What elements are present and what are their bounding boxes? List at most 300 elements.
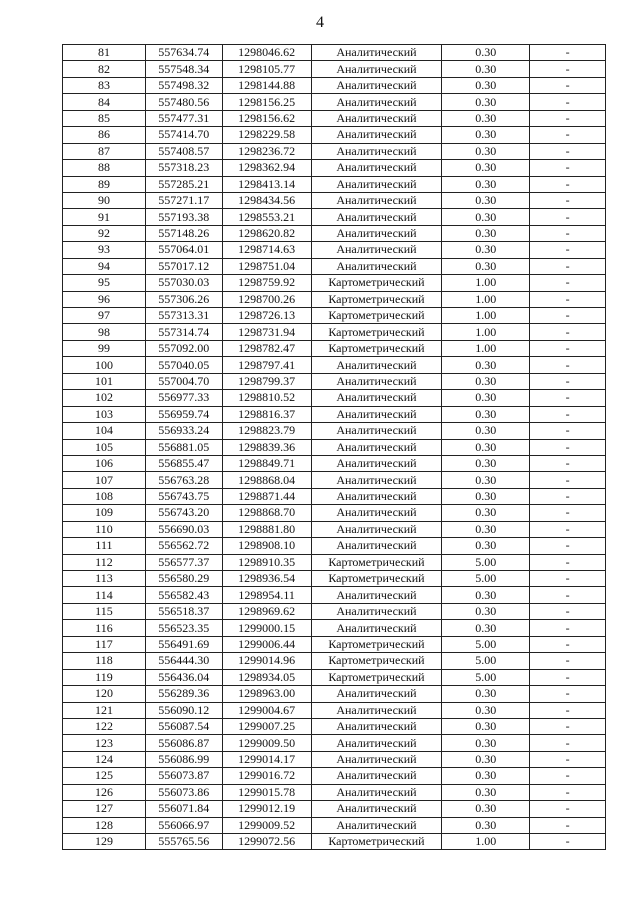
- accuracy-cell: 1.00: [442, 308, 530, 324]
- description-cell: -: [530, 571, 606, 587]
- y-coordinate-cell: 1298969.62: [222, 603, 311, 619]
- accuracy-cell: 0.30: [442, 603, 530, 619]
- y-coordinate-cell: 1298362.94: [222, 160, 311, 176]
- accuracy-cell: 0.30: [442, 505, 530, 521]
- accuracy-cell: 0.30: [442, 587, 530, 603]
- method-cell: Картометрический: [311, 275, 442, 291]
- accuracy-cell: 0.30: [442, 455, 530, 471]
- method-cell: Аналитический: [311, 143, 442, 159]
- point-number-cell: 126: [63, 784, 146, 800]
- accuracy-cell: 0.30: [442, 225, 530, 241]
- point-number-cell: 107: [63, 472, 146, 488]
- point-number-cell: 110: [63, 521, 146, 537]
- point-number-cell: 97: [63, 308, 146, 324]
- x-coordinate-cell: 555765.56: [145, 834, 222, 850]
- accuracy-cell: 0.30: [442, 176, 530, 192]
- point-number-cell: 109: [63, 505, 146, 521]
- description-cell: -: [530, 94, 606, 110]
- accuracy-cell: 1.00: [442, 291, 530, 307]
- x-coordinate-cell: 557030.03: [145, 275, 222, 291]
- table-row: [63, 620, 606, 636]
- method-cell: Картометрический: [311, 324, 442, 340]
- y-coordinate-cell: 1298434.56: [222, 192, 311, 208]
- description-cell: -: [530, 423, 606, 439]
- accuracy-cell: 0.30: [442, 817, 530, 833]
- description-cell: -: [530, 291, 606, 307]
- description-cell: -: [530, 455, 606, 471]
- x-coordinate-cell: 556933.24: [145, 423, 222, 439]
- y-coordinate-cell: 1298936.54: [222, 571, 311, 587]
- y-coordinate-cell: 1298954.11: [222, 587, 311, 603]
- accuracy-cell: 0.30: [442, 768, 530, 784]
- table-row: [63, 423, 606, 439]
- table-row: [63, 686, 606, 702]
- point-number-cell: 100: [63, 357, 146, 373]
- method-cell: Аналитический: [311, 110, 442, 126]
- method-cell: Картометрический: [311, 669, 442, 685]
- x-coordinate-cell: 557498.32: [145, 77, 222, 93]
- y-coordinate-cell: 1298553.21: [222, 209, 311, 225]
- y-coordinate-cell: 1298759.92: [222, 275, 311, 291]
- table-row: [63, 160, 606, 176]
- method-cell: Аналитический: [311, 127, 442, 143]
- table-row: [63, 127, 606, 143]
- point-number-cell: 124: [63, 751, 146, 767]
- table-row: [63, 768, 606, 784]
- method-cell: Аналитический: [311, 801, 442, 817]
- table-row: [63, 735, 606, 751]
- table-row: [63, 603, 606, 619]
- accuracy-cell: 0.30: [442, 735, 530, 751]
- y-coordinate-cell: 1298799.37: [222, 373, 311, 389]
- method-cell: Картометрический: [311, 308, 442, 324]
- x-coordinate-cell: 556580.29: [145, 571, 222, 587]
- accuracy-cell: 0.30: [442, 801, 530, 817]
- description-cell: -: [530, 192, 606, 208]
- y-coordinate-cell: 1298731.94: [222, 324, 311, 340]
- point-number-cell: 98: [63, 324, 146, 340]
- description-cell: -: [530, 390, 606, 406]
- accuracy-cell: 0.30: [442, 784, 530, 800]
- accuracy-cell: 0.30: [442, 192, 530, 208]
- accuracy-cell: 0.30: [442, 45, 530, 61]
- table-row: [63, 751, 606, 767]
- point-number-cell: 92: [63, 225, 146, 241]
- point-number-cell: 93: [63, 242, 146, 258]
- x-coordinate-cell: 556743.20: [145, 505, 222, 521]
- method-cell: Аналитический: [311, 472, 442, 488]
- table-row: [63, 324, 606, 340]
- point-number-cell: 116: [63, 620, 146, 636]
- x-coordinate-cell: 557414.70: [145, 127, 222, 143]
- table-row: [63, 45, 606, 61]
- y-coordinate-cell: 1299004.67: [222, 702, 311, 718]
- point-number-cell: 83: [63, 77, 146, 93]
- accuracy-cell: 0.30: [442, 110, 530, 126]
- table-row: [63, 455, 606, 471]
- accuracy-cell: 0.30: [442, 751, 530, 767]
- x-coordinate-cell: 557480.56: [145, 94, 222, 110]
- x-coordinate-cell: 557477.31: [145, 110, 222, 126]
- y-coordinate-cell: 1298839.36: [222, 439, 311, 455]
- accuracy-cell: 0.30: [442, 61, 530, 77]
- y-coordinate-cell: 1298963.00: [222, 686, 311, 702]
- description-cell: -: [530, 751, 606, 767]
- point-number-cell: 121: [63, 702, 146, 718]
- description-cell: -: [530, 275, 606, 291]
- description-cell: -: [530, 340, 606, 356]
- y-coordinate-cell: 1298849.71: [222, 455, 311, 471]
- description-cell: -: [530, 784, 606, 800]
- method-cell: Аналитический: [311, 439, 442, 455]
- method-cell: Аналитический: [311, 45, 442, 61]
- y-coordinate-cell: 1298156.25: [222, 94, 311, 110]
- y-coordinate-cell: 1298156.62: [222, 110, 311, 126]
- description-cell: -: [530, 61, 606, 77]
- x-coordinate-cell: 557004.70: [145, 373, 222, 389]
- point-number-cell: 81: [63, 45, 146, 61]
- y-coordinate-cell: 1299014.96: [222, 653, 311, 669]
- table-row: [63, 61, 606, 77]
- x-coordinate-cell: 557408.57: [145, 143, 222, 159]
- accuracy-cell: 0.30: [442, 209, 530, 225]
- method-cell: Аналитический: [311, 61, 442, 77]
- table-row: [63, 94, 606, 110]
- method-cell: Аналитический: [311, 192, 442, 208]
- point-number-cell: 128: [63, 817, 146, 833]
- point-number-cell: 87: [63, 143, 146, 159]
- method-cell: Аналитический: [311, 455, 442, 471]
- method-cell: Аналитический: [311, 735, 442, 751]
- description-cell: -: [530, 472, 606, 488]
- x-coordinate-cell: 556562.72: [145, 538, 222, 554]
- x-coordinate-cell: 556577.37: [145, 554, 222, 570]
- point-number-cell: 111: [63, 538, 146, 554]
- x-coordinate-cell: 557148.26: [145, 225, 222, 241]
- table-row: [63, 587, 606, 603]
- y-coordinate-cell: 1299009.50: [222, 735, 311, 751]
- x-coordinate-cell: 556436.04: [145, 669, 222, 685]
- table-row: [63, 571, 606, 587]
- y-coordinate-cell: 1299016.72: [222, 768, 311, 784]
- point-number-cell: 96: [63, 291, 146, 307]
- table-row: [63, 275, 606, 291]
- method-cell: Картометрический: [311, 834, 442, 850]
- method-cell: Аналитический: [311, 160, 442, 176]
- accuracy-cell: 0.30: [442, 439, 530, 455]
- x-coordinate-cell: 556855.47: [145, 455, 222, 471]
- point-number-cell: 91: [63, 209, 146, 225]
- table-row: [63, 110, 606, 126]
- accuracy-cell: 0.30: [442, 702, 530, 718]
- accuracy-cell: 0.30: [442, 620, 530, 636]
- coordinates-table-body: [63, 45, 606, 850]
- accuracy-cell: 1.00: [442, 275, 530, 291]
- x-coordinate-cell: 557548.34: [145, 61, 222, 77]
- table-row: [63, 225, 606, 241]
- accuracy-cell: 0.30: [442, 373, 530, 389]
- method-cell: Аналитический: [311, 521, 442, 537]
- point-number-cell: 85: [63, 110, 146, 126]
- y-coordinate-cell: 1299006.44: [222, 636, 311, 652]
- table-row: [63, 258, 606, 274]
- description-cell: -: [530, 160, 606, 176]
- y-coordinate-cell: 1298105.77: [222, 61, 311, 77]
- table-row: [63, 554, 606, 570]
- description-cell: -: [530, 143, 606, 159]
- x-coordinate-cell: 556977.33: [145, 390, 222, 406]
- accuracy-cell: 1.00: [442, 324, 530, 340]
- point-number-cell: 94: [63, 258, 146, 274]
- description-cell: -: [530, 653, 606, 669]
- accuracy-cell: 0.30: [442, 143, 530, 159]
- description-cell: -: [530, 439, 606, 455]
- point-number-cell: 106: [63, 455, 146, 471]
- accuracy-cell: 5.00: [442, 669, 530, 685]
- description-cell: -: [530, 587, 606, 603]
- accuracy-cell: 0.30: [442, 488, 530, 504]
- method-cell: Аналитический: [311, 751, 442, 767]
- point-number-cell: 105: [63, 439, 146, 455]
- y-coordinate-cell: 1298229.58: [222, 127, 311, 143]
- y-coordinate-cell: 1298910.35: [222, 554, 311, 570]
- method-cell: Картометрический: [311, 291, 442, 307]
- description-cell: -: [530, 176, 606, 192]
- x-coordinate-cell: 556491.69: [145, 636, 222, 652]
- x-coordinate-cell: 556289.36: [145, 686, 222, 702]
- point-number-cell: 86: [63, 127, 146, 143]
- y-coordinate-cell: 1298046.62: [222, 45, 311, 61]
- table-row: [63, 636, 606, 652]
- accuracy-cell: 5.00: [442, 653, 530, 669]
- y-coordinate-cell: 1298934.05: [222, 669, 311, 685]
- point-number-cell: 115: [63, 603, 146, 619]
- x-coordinate-cell: 556086.87: [145, 735, 222, 751]
- point-number-cell: 125: [63, 768, 146, 784]
- accuracy-cell: 0.30: [442, 357, 530, 373]
- accuracy-cell: 5.00: [442, 636, 530, 652]
- accuracy-cell: 0.30: [442, 390, 530, 406]
- table-row: [63, 77, 606, 93]
- x-coordinate-cell: 556444.30: [145, 653, 222, 669]
- method-cell: Картометрический: [311, 571, 442, 587]
- point-number-cell: 118: [63, 653, 146, 669]
- x-coordinate-cell: 557040.05: [145, 357, 222, 373]
- x-coordinate-cell: 557313.31: [145, 308, 222, 324]
- x-coordinate-cell: 556959.74: [145, 406, 222, 422]
- accuracy-cell: 0.30: [442, 77, 530, 93]
- method-cell: Аналитический: [311, 587, 442, 603]
- description-cell: -: [530, 669, 606, 685]
- table-row: [63, 653, 606, 669]
- x-coordinate-cell: 556087.54: [145, 718, 222, 734]
- point-number-cell: 103: [63, 406, 146, 422]
- method-cell: Аналитический: [311, 505, 442, 521]
- point-number-cell: 119: [63, 669, 146, 685]
- point-number-cell: 108: [63, 488, 146, 504]
- method-cell: Аналитический: [311, 77, 442, 93]
- accuracy-cell: 0.30: [442, 160, 530, 176]
- y-coordinate-cell: 1299000.15: [222, 620, 311, 636]
- y-coordinate-cell: 1298144.88: [222, 77, 311, 93]
- table-row: [63, 472, 606, 488]
- y-coordinate-cell: 1298726.13: [222, 308, 311, 324]
- description-cell: -: [530, 77, 606, 93]
- y-coordinate-cell: 1299014.17: [222, 751, 311, 767]
- x-coordinate-cell: 556066.97: [145, 817, 222, 833]
- table-row: [63, 488, 606, 504]
- method-cell: Аналитический: [311, 94, 442, 110]
- table-row: [63, 784, 606, 800]
- method-cell: Аналитический: [311, 176, 442, 192]
- table-row: [63, 390, 606, 406]
- table-row: [63, 834, 606, 850]
- x-coordinate-cell: 556086.99: [145, 751, 222, 767]
- y-coordinate-cell: 1298868.70: [222, 505, 311, 521]
- description-cell: -: [530, 768, 606, 784]
- description-cell: -: [530, 554, 606, 570]
- y-coordinate-cell: 1298236.72: [222, 143, 311, 159]
- method-cell: Аналитический: [311, 357, 442, 373]
- description-cell: -: [530, 817, 606, 833]
- description-cell: -: [530, 258, 606, 274]
- point-number-cell: 117: [63, 636, 146, 652]
- table-row: [63, 209, 606, 225]
- accuracy-cell: 1.00: [442, 340, 530, 356]
- point-number-cell: 82: [63, 61, 146, 77]
- y-coordinate-cell: 1299072.56: [222, 834, 311, 850]
- point-number-cell: 90: [63, 192, 146, 208]
- method-cell: Аналитический: [311, 406, 442, 422]
- point-number-cell: 112: [63, 554, 146, 570]
- accuracy-cell: 0.30: [442, 258, 530, 274]
- accuracy-cell: 5.00: [442, 554, 530, 570]
- accuracy-cell: 0.30: [442, 718, 530, 734]
- description-cell: -: [530, 603, 606, 619]
- method-cell: Аналитический: [311, 817, 442, 833]
- y-coordinate-cell: 1299012.19: [222, 801, 311, 817]
- table-row: [63, 505, 606, 521]
- method-cell: Картометрический: [311, 636, 442, 652]
- table-row: [63, 406, 606, 422]
- description-cell: -: [530, 538, 606, 554]
- table-row: [63, 176, 606, 192]
- method-cell: Аналитический: [311, 686, 442, 702]
- accuracy-cell: 0.30: [442, 423, 530, 439]
- x-coordinate-cell: 557314.74: [145, 324, 222, 340]
- description-cell: -: [530, 209, 606, 225]
- accuracy-cell: 0.30: [442, 406, 530, 422]
- table-row: [63, 357, 606, 373]
- point-number-cell: 114: [63, 587, 146, 603]
- table-row: [63, 669, 606, 685]
- y-coordinate-cell: 1299009.52: [222, 817, 311, 833]
- description-cell: -: [530, 636, 606, 652]
- y-coordinate-cell: 1298700.26: [222, 291, 311, 307]
- x-coordinate-cell: 557271.17: [145, 192, 222, 208]
- method-cell: Аналитический: [311, 620, 442, 636]
- description-cell: -: [530, 110, 606, 126]
- method-cell: Аналитический: [311, 258, 442, 274]
- method-cell: Картометрический: [311, 340, 442, 356]
- point-number-cell: 127: [63, 801, 146, 817]
- description-cell: -: [530, 308, 606, 324]
- x-coordinate-cell: 556071.84: [145, 801, 222, 817]
- y-coordinate-cell: 1299007.25: [222, 718, 311, 734]
- accuracy-cell: 0.30: [442, 242, 530, 258]
- accuracy-cell: 0.30: [442, 127, 530, 143]
- description-cell: -: [530, 735, 606, 751]
- x-coordinate-cell: 556518.37: [145, 603, 222, 619]
- point-number-cell: 113: [63, 571, 146, 587]
- description-cell: -: [530, 324, 606, 340]
- coordinates-table: [62, 44, 606, 850]
- y-coordinate-cell: 1298823.79: [222, 423, 311, 439]
- method-cell: Аналитический: [311, 242, 442, 258]
- table-row: [63, 143, 606, 159]
- table-row: [63, 718, 606, 734]
- y-coordinate-cell: 1298871.44: [222, 488, 311, 504]
- description-cell: -: [530, 225, 606, 241]
- accuracy-cell: 0.30: [442, 94, 530, 110]
- point-number-cell: 120: [63, 686, 146, 702]
- description-cell: -: [530, 702, 606, 718]
- x-coordinate-cell: 556073.86: [145, 784, 222, 800]
- x-coordinate-cell: 556523.35: [145, 620, 222, 636]
- table-row: [63, 291, 606, 307]
- x-coordinate-cell: 556582.43: [145, 587, 222, 603]
- table-row: [63, 439, 606, 455]
- method-cell: Аналитический: [311, 603, 442, 619]
- method-cell: Аналитический: [311, 768, 442, 784]
- table-row: [63, 702, 606, 718]
- table-row: [63, 242, 606, 258]
- x-coordinate-cell: 557193.38: [145, 209, 222, 225]
- accuracy-cell: 1.00: [442, 834, 530, 850]
- description-cell: -: [530, 488, 606, 504]
- method-cell: Аналитический: [311, 225, 442, 241]
- method-cell: Аналитический: [311, 702, 442, 718]
- y-coordinate-cell: 1298714.63: [222, 242, 311, 258]
- description-cell: -: [530, 834, 606, 850]
- method-cell: Аналитический: [311, 373, 442, 389]
- method-cell: Картометрический: [311, 653, 442, 669]
- y-coordinate-cell: 1298413.14: [222, 176, 311, 192]
- x-coordinate-cell: 557306.26: [145, 291, 222, 307]
- page-number: 4: [316, 14, 324, 31]
- method-cell: Картометрический: [311, 554, 442, 570]
- table-row: [63, 801, 606, 817]
- point-number-cell: 123: [63, 735, 146, 751]
- y-coordinate-cell: 1299015.78: [222, 784, 311, 800]
- description-cell: -: [530, 505, 606, 521]
- x-coordinate-cell: 556743.75: [145, 488, 222, 504]
- accuracy-cell: 0.30: [442, 538, 530, 554]
- description-cell: -: [530, 242, 606, 258]
- point-number-cell: 129: [63, 834, 146, 850]
- x-coordinate-cell: 556881.05: [145, 439, 222, 455]
- method-cell: Аналитический: [311, 718, 442, 734]
- accuracy-cell: 5.00: [442, 571, 530, 587]
- method-cell: Аналитический: [311, 784, 442, 800]
- description-cell: -: [530, 127, 606, 143]
- accuracy-cell: 0.30: [442, 521, 530, 537]
- point-number-cell: 88: [63, 160, 146, 176]
- method-cell: Аналитический: [311, 390, 442, 406]
- table-row: [63, 340, 606, 356]
- table-row: [63, 373, 606, 389]
- description-cell: -: [530, 373, 606, 389]
